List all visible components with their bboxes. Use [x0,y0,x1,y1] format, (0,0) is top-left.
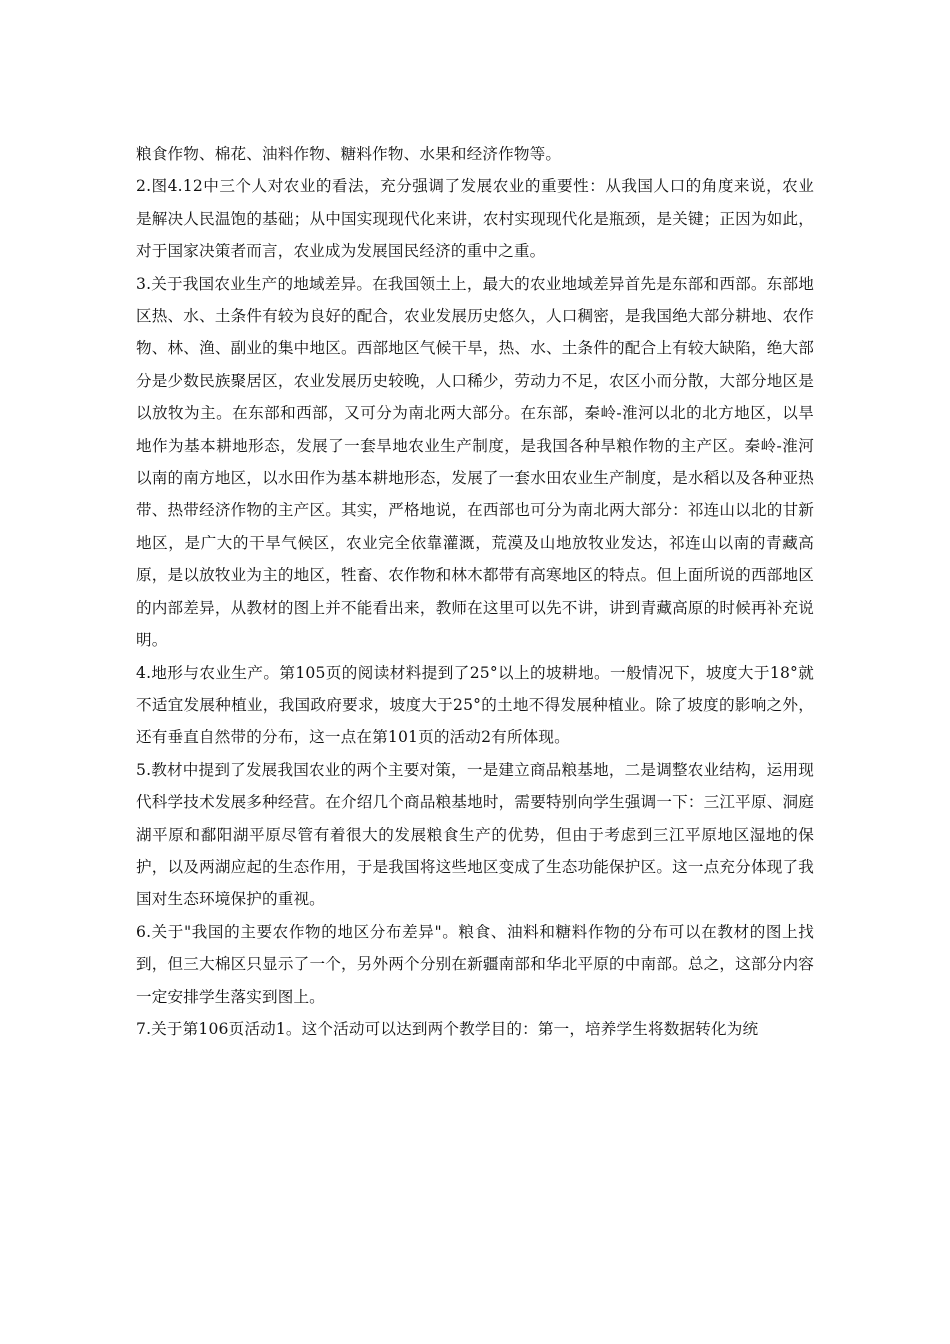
paragraph-2: 2.图4.12中三个人对农业的看法，充分强调了发展农业的重要性：从我国人口的角度来说，农业是解决人民温饱的基础；从中国实现现代化来讲，农村实现现代化是瓶颈，是关键；正因为如此，对于国家决策者而言，农业成为发展国民经济的重中之重。 [136,177,814,261]
paragraph-6: 6.关于"我国的主要农作物的地区分布差异"。粮食、油料和糖料作物的分布可以在教材的图上找到，但三大棉区只显示了一个，另外两个分别在新疆南部和华北平原的中南部。总之，这部分内容一定安排学生落实到图上。 [136,922,814,1006]
paragraph-7: 7.关于第106页活动1。这个活动可以达到两个教学目的：第一，培养学生将数据转化为统 [136,1019,759,1038]
document-body [136,138,814,1045]
paragraph-continuation: 粮食作物、棉花、油料作物、糖料作物、水果和经济作物等。 [136,145,562,163]
paragraph-3: 3.关于我国农业生产的地域差异。在我国领土上，最大的农业地域差异首先是东部和西部。东部地区热、水、土条件有较为良好的配合，农业发展历史悠久，人口稠密，是我国绝大部分耕地、农作物、林、渔、副业的集中地区。西部地区气候干旱，热、水、土条件的配合上有较大缺陷，绝大部分是少数民族聚居区，农业发展历史较晚，人口稀少，劳动力不足，农区小而分散，大部分地区是以放牧为主。在东部和西部，又可分为南北两大部分。在东部，秦岭-淮河以北的北方地区，以旱地作为基本耕地形态，发展了一套旱地农业生产制度，是我国各种旱粮作物的主产区。秦岭-淮河以南的南方地区，以水田作为基本耕地形态，发展了一套水田农业生产制度，是水稻以及各种亚热带、热带经济作物的主产区。其实，严格地说，在西部也可分为南北两大部分：祁连山以北的甘新地区，是广大的干旱气候区，农业完全依靠灌溉，荒漠及山地放牧业发达，祁连山以南的青藏高原，是以放牧业为主的地区，牲畜、农作物和林木都带有高寒地区的特点。但上面所说的西部地区的内部差异，从教材的图上并不能看出来，教师在这里可以先不讲，讲到青藏高原的时候再补充说明。 [136,274,814,650]
paragraph-5: 5.教材中提到了发展我国农业的两个主要对策，一是建立商品粮基地，二是调整农业结构，运用现代科学技术发展多种经营。在介绍几个商品粮基地时，需要特别向学生强调一下：三江平原、洞庭湖平原和鄱阳湖平原尽管有着很大的发展粮食生产的优势，但由于考虑到三江平原地区湿地的保护，以及两湖应起的生态作用，于是我国将这些地区变成了生态功能保护区。这一点充分体现了我国对生态环境保护的重视。 [136,760,814,909]
paragraph-4: 4.地形与农业生产。第105页的阅读材料提到了25°以上的坡耕地。一般情况下，坡度大于18°就不适宜发展种植业，我国政府要求，坡度大于25°的土地不得发展种植业。除了坡度的影响之外，还有垂直自然带的分布，这一点在第101页的活动2有所体现。 [136,663,814,747]
